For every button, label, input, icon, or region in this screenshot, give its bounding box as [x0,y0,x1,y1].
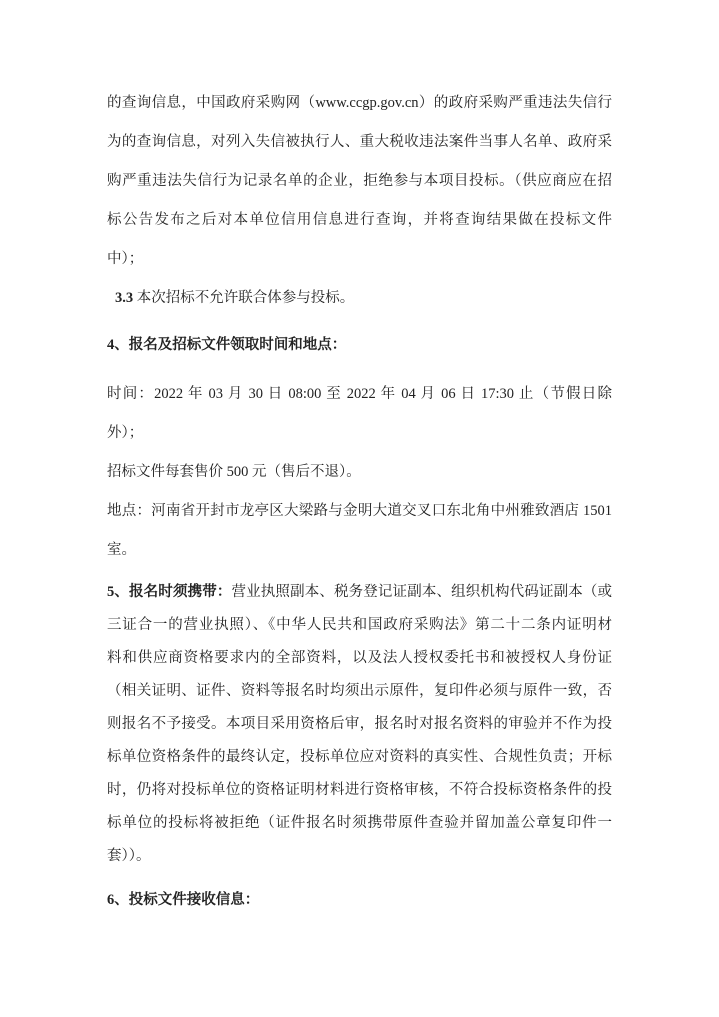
text-run: 标单位资格条件的最终认定，投标单位应对资料的真实性、合规性负责；开标 [107,749,612,765]
section-6-heading [107,881,612,920]
text-line [107,840,612,873]
text-line [107,162,612,201]
text-line [107,492,612,531]
continued-paragraph-credit-check [107,84,612,279]
text-line [107,807,612,840]
text-run: （相关证明、证件、资料等报名时均须出示原件，复印件必须与原件一致，否 [107,683,612,699]
text-line [107,576,612,609]
text-line [107,240,612,279]
text-run: 三证合一的营业执照）、《中华人民共和国政府采购法》第二十二条内证明材 [107,617,612,633]
bold-text-run: 5、报名时须携带： [107,584,232,600]
text-run: 招标文件每套售价 500 元（售后不退）。 [107,464,361,480]
text-run: 料和供应商资格要求内的全部资料，以及法人授权委托书和被授权人身份证 [107,650,612,666]
text-run: 标单位的投标将被拒绝（证件报名时须携带原件查验并留加盖公章复印件一 [107,815,612,831]
text-line [115,279,612,318]
text-run: 室。 [107,542,136,558]
text-run: 的查询信息，中国政府采购网（www.ccgp.gov.cn）的政府采购严重违法失信行 [107,95,612,111]
text-run: 中）； [107,251,144,267]
text-line [107,741,612,774]
text-line [107,774,612,807]
clause-3-3 [107,279,612,318]
text-run: 外）； [107,425,144,441]
bold-text-run: 3.3 [115,290,134,306]
text-line [107,453,612,492]
text-line [107,123,612,162]
text-line [107,414,612,453]
para-document-price [107,453,612,492]
text-run: 地点：河南省开封市龙亭区大梁路与金明大道交叉口东北角中州雅致酒店 1501 [107,503,612,519]
text-run: 时，仍将对投标单位的资格证明材料进行资格审核，不符合投标资格条件的投 [107,782,612,798]
text-line [107,375,612,414]
text-line [107,642,612,675]
text-line [107,201,612,240]
text-line [107,531,612,570]
para-time [107,375,612,453]
text-line [107,675,612,708]
text-line [107,326,612,365]
bold-text-run: 6、投标文件接收信息： [107,892,260,908]
text-run: 则报名不予接受。本项目采用资格后审，报名时对报名资料的审验并不作为投 [107,716,612,732]
text-run: 购严重违法失信行为记录名单的企业，拒绝参与本项目投标。（供应商应在招 [107,173,612,189]
text-run: 套））。 [107,848,151,864]
section-4-heading [107,326,612,365]
para-location [107,492,612,570]
text-run: 时间：2022 年 03 月 30 日 08:00 至 2022 年 04 月 06 日 17:30 止（节假日除 [107,386,612,402]
text-line [107,881,612,920]
text-run: 为的查询信息，对列入失信被执行人、重大税收违法案件当事人名单、政府采 [107,134,612,150]
text-line [107,708,612,741]
text-run: 标公告发布之后对本单位信用信息进行查询，并将查询结果做在投标文件 [107,212,612,228]
text-line [107,609,612,642]
section-5-paragraph [107,576,612,873]
text-run: 营业执照副本、税务登记证副本、组织机构代码证副本（或 [231,584,612,600]
text-run: 本次招标不允许联合体参与投标。 [133,290,355,306]
document-body [107,84,612,920]
text-line [107,84,612,123]
bold-text-run: 4、报名及招标文件领取时间和地点： [107,337,347,353]
